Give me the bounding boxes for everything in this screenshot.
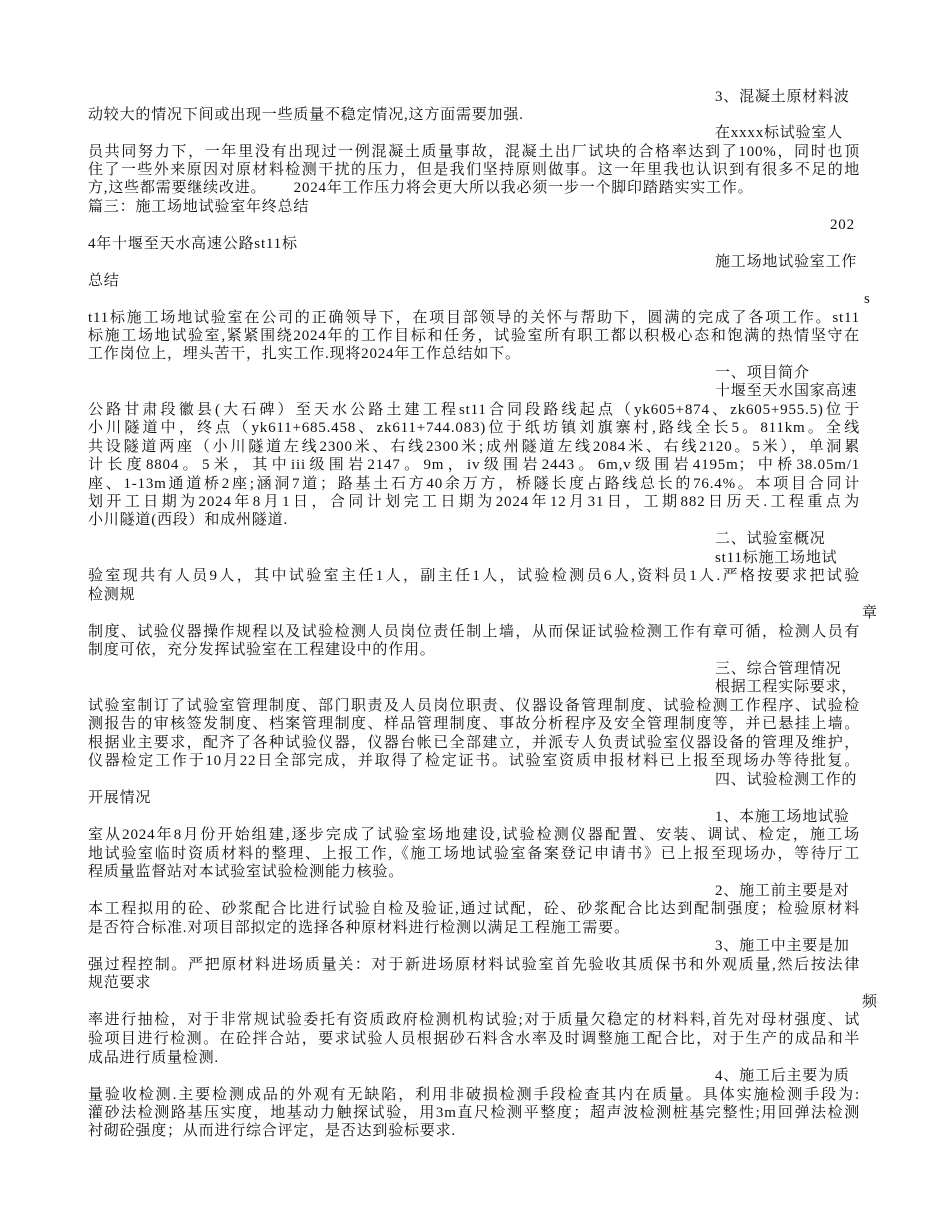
text-line: 成品进行质量检测. bbox=[88, 1050, 219, 1066]
text-line: 动较大的情况下间或出现一些质量不稳定情况,这方面需要加强. bbox=[88, 107, 524, 123]
text-line: 制度、试验仪器操作规程以及试验检测人员岗位责任制上墙，从而保证试验检测工作有章可循，检测人员有 bbox=[88, 624, 860, 640]
paragraph-start: 施工场地试验室工作 bbox=[715, 254, 858, 270]
text-fragment: 频 bbox=[862, 994, 878, 1010]
text-line: 标施工场地试验室,紧紧围绕2024年的工作目标和任务，试验室所有职工都以积极心态和饱满的热情坚守在 bbox=[88, 328, 860, 344]
section-heading: 三、综合管理情况 bbox=[715, 661, 842, 677]
paragraph-start: 1、本施工场地试验 bbox=[715, 809, 850, 825]
paragraph-start: 2、施工前主要是对 bbox=[715, 883, 850, 899]
paragraph-start: 3、混凝土原材料波 bbox=[715, 89, 850, 105]
text-line: 规范要求 bbox=[88, 975, 152, 991]
text-line: 小川隧道中，终点（yk611+685.458、zk611+744.083)位于纸坊镇刘旗寨村,路线全长5。811km。全线 bbox=[88, 420, 860, 436]
text-line: 本工程拟用的砼、砂浆配合比进行试验自检及验证,通过试配，砼、砂浆配合比达到配制强度；检验原材料 bbox=[88, 901, 860, 917]
text-line: 划开工日期为2024年8月1日，合同计划完工日期为2024年12月31日，工期882日历天.工程重点为 bbox=[88, 494, 860, 510]
section-heading: 二、试验室概况 bbox=[715, 531, 826, 547]
text-line: 验项目进行检测。在砼拌合站，要求试验人员根据砂石料含水率及时调整施工配合比，对于生产的成品和半 bbox=[88, 1031, 860, 1047]
text-fragment: 章 bbox=[862, 605, 878, 621]
text-line: 强过程控制。严把原材料进场质量关：对于新进场原材料试验室首先验收其质保书和外观质量,然后按法律 bbox=[88, 957, 860, 973]
text-line: 程质量监督站对本试验室试验检测能力核验。 bbox=[88, 864, 405, 880]
text-line: 衬砌砼强度；从而进行综合评定，是否达到验标要求. bbox=[88, 1123, 456, 1139]
text-line: 验室现共有人员9人，其中试验室主任1人，副主任1人，试验检测员6人,资料员1人.严格按要求把试验 bbox=[88, 568, 860, 584]
text-line: 地试验室临时资质材料的整理、上报工作,《施工场地试验室备案登记申请书》已上报至现场办，等待厅工 bbox=[88, 846, 860, 862]
text-fragment: s bbox=[864, 291, 871, 307]
document-title: 篇三：施工场地试验室年终总结 bbox=[88, 199, 310, 215]
section-heading: 四、试验检测工作的 bbox=[715, 772, 858, 788]
text-line: 共设隧道两座（小川隧道左线2300米、右线2300米;成州隧道左线2084米、右线2120。5米），单洞累 bbox=[88, 439, 860, 455]
text-line: 工作岗位上，埋头苦干，扎实工作.现将2024年工作总结如下。 bbox=[88, 346, 521, 362]
text-line: 小川隧道(西段）和成州隧道. bbox=[88, 512, 288, 528]
text-line: 公路甘肃段徽县(大石碑）至天水公路土建工程st11合同段路线起点（yk605+874、zk605+955.5)位于 bbox=[88, 402, 860, 418]
paragraph-start: 根据工程实际要求， bbox=[715, 679, 858, 695]
text-line: 量验收检测.主要检测成品的外观有无缺陷，利用非破损检测手段检查其内在质量。具体实施检测手段为: bbox=[88, 1087, 860, 1103]
text-line: 制度可依，充分发挥试验室在工程建设中的作用。 bbox=[88, 642, 436, 658]
text-line: 室从2024年8月份开始组建,逐步完成了试验室场地建设,试验检测仪器配置、安装、调试、检定，施工场 bbox=[88, 827, 860, 843]
paragraph-start: 3、施工中主要是加 bbox=[715, 938, 850, 954]
text-line: 仪器检定工作于10月22日全部完成，并取得了检定证书。试验室资质申报材料已上报至现场办等待批复。 bbox=[88, 753, 860, 769]
text-line: t11标施工场地试验室在公司的正确领导下，在项目部领导的关怀与帮助下，圆满的完成了各项工作。st11 bbox=[88, 310, 860, 326]
paragraph-start: st11标施工场地试 bbox=[715, 550, 838, 566]
text-line: 住了一些外来原因对原材料检测干扰的压力，但是我们坚持原则做事。这一年里我也认识到有很多不足的地 bbox=[88, 162, 860, 178]
text-line: 计长度8804。5米，其中iii级围岩2147。9m，iv级围岩2443。6m,v级围岩4195m；中桥38.05m/1 bbox=[88, 457, 860, 473]
text-line: 座、1-13m通道桥2座;涵洞7道；路基土石方40余万方，桥隧长度占路线总长的76.4%。本项目合同计 bbox=[88, 476, 860, 492]
text-line: 员共同努力下，一年里没有出现过一例混凝土质量事故，混凝土出厂试块的合格率达到了100%，同时也顶 bbox=[88, 144, 860, 160]
paragraph-start: 十堰至天水国家高速 bbox=[715, 383, 858, 399]
text-line: 是否符合标准.对项目部拟定的选择各种原材料进行检测以满足工程施工需要。 bbox=[88, 920, 630, 936]
section-heading: 一、项目简介 bbox=[715, 365, 810, 381]
text-line: 根据业主要求，配齐了各种试验仪器，仪器台帐已全部建立，并派专人负责试验室仪器设备的管理及维护， bbox=[88, 735, 860, 751]
section-heading-continued: 开展情况 bbox=[88, 790, 152, 806]
paragraph-start: 4、施工后主要为质 bbox=[715, 1068, 850, 1084]
text-line: 率进行抽检，对于非常规试验委托有资质政府检测机构试验;对于质量欠稳定的材料料,首先对母材强度、试 bbox=[88, 1012, 860, 1028]
text-line: 4年十堰至天水高速公路st11标 bbox=[88, 236, 298, 252]
text-line: 检测规 bbox=[88, 587, 136, 603]
text-line: 试验室制订了试验室管理制度、部门职责及人员岗位职责、仪器设备管理制度、试验检测工作程序、试验检 bbox=[88, 698, 860, 714]
text-fragment: 202 bbox=[830, 217, 855, 233]
paragraph-start: 在xxxx标试验室人 bbox=[715, 125, 844, 141]
text-line: 方,这些都需要继续改进。 2024年工作压力将会更大所以我必须一步一个脚印踏踏实实工作。 bbox=[88, 180, 754, 196]
text-line: 总结 bbox=[88, 273, 120, 289]
text-line: 测报告的审核签发制度、档案管理制度、样品管理制度、事故分析程序及安全管理制度等，并已悬挂上墙。 bbox=[88, 716, 860, 732]
text-line: 灌砂法检测路基压实度，地基动力触探试验，用3m直尺检测平整度；超声波检测桩基完整性;用回弹法检测 bbox=[88, 1105, 860, 1121]
